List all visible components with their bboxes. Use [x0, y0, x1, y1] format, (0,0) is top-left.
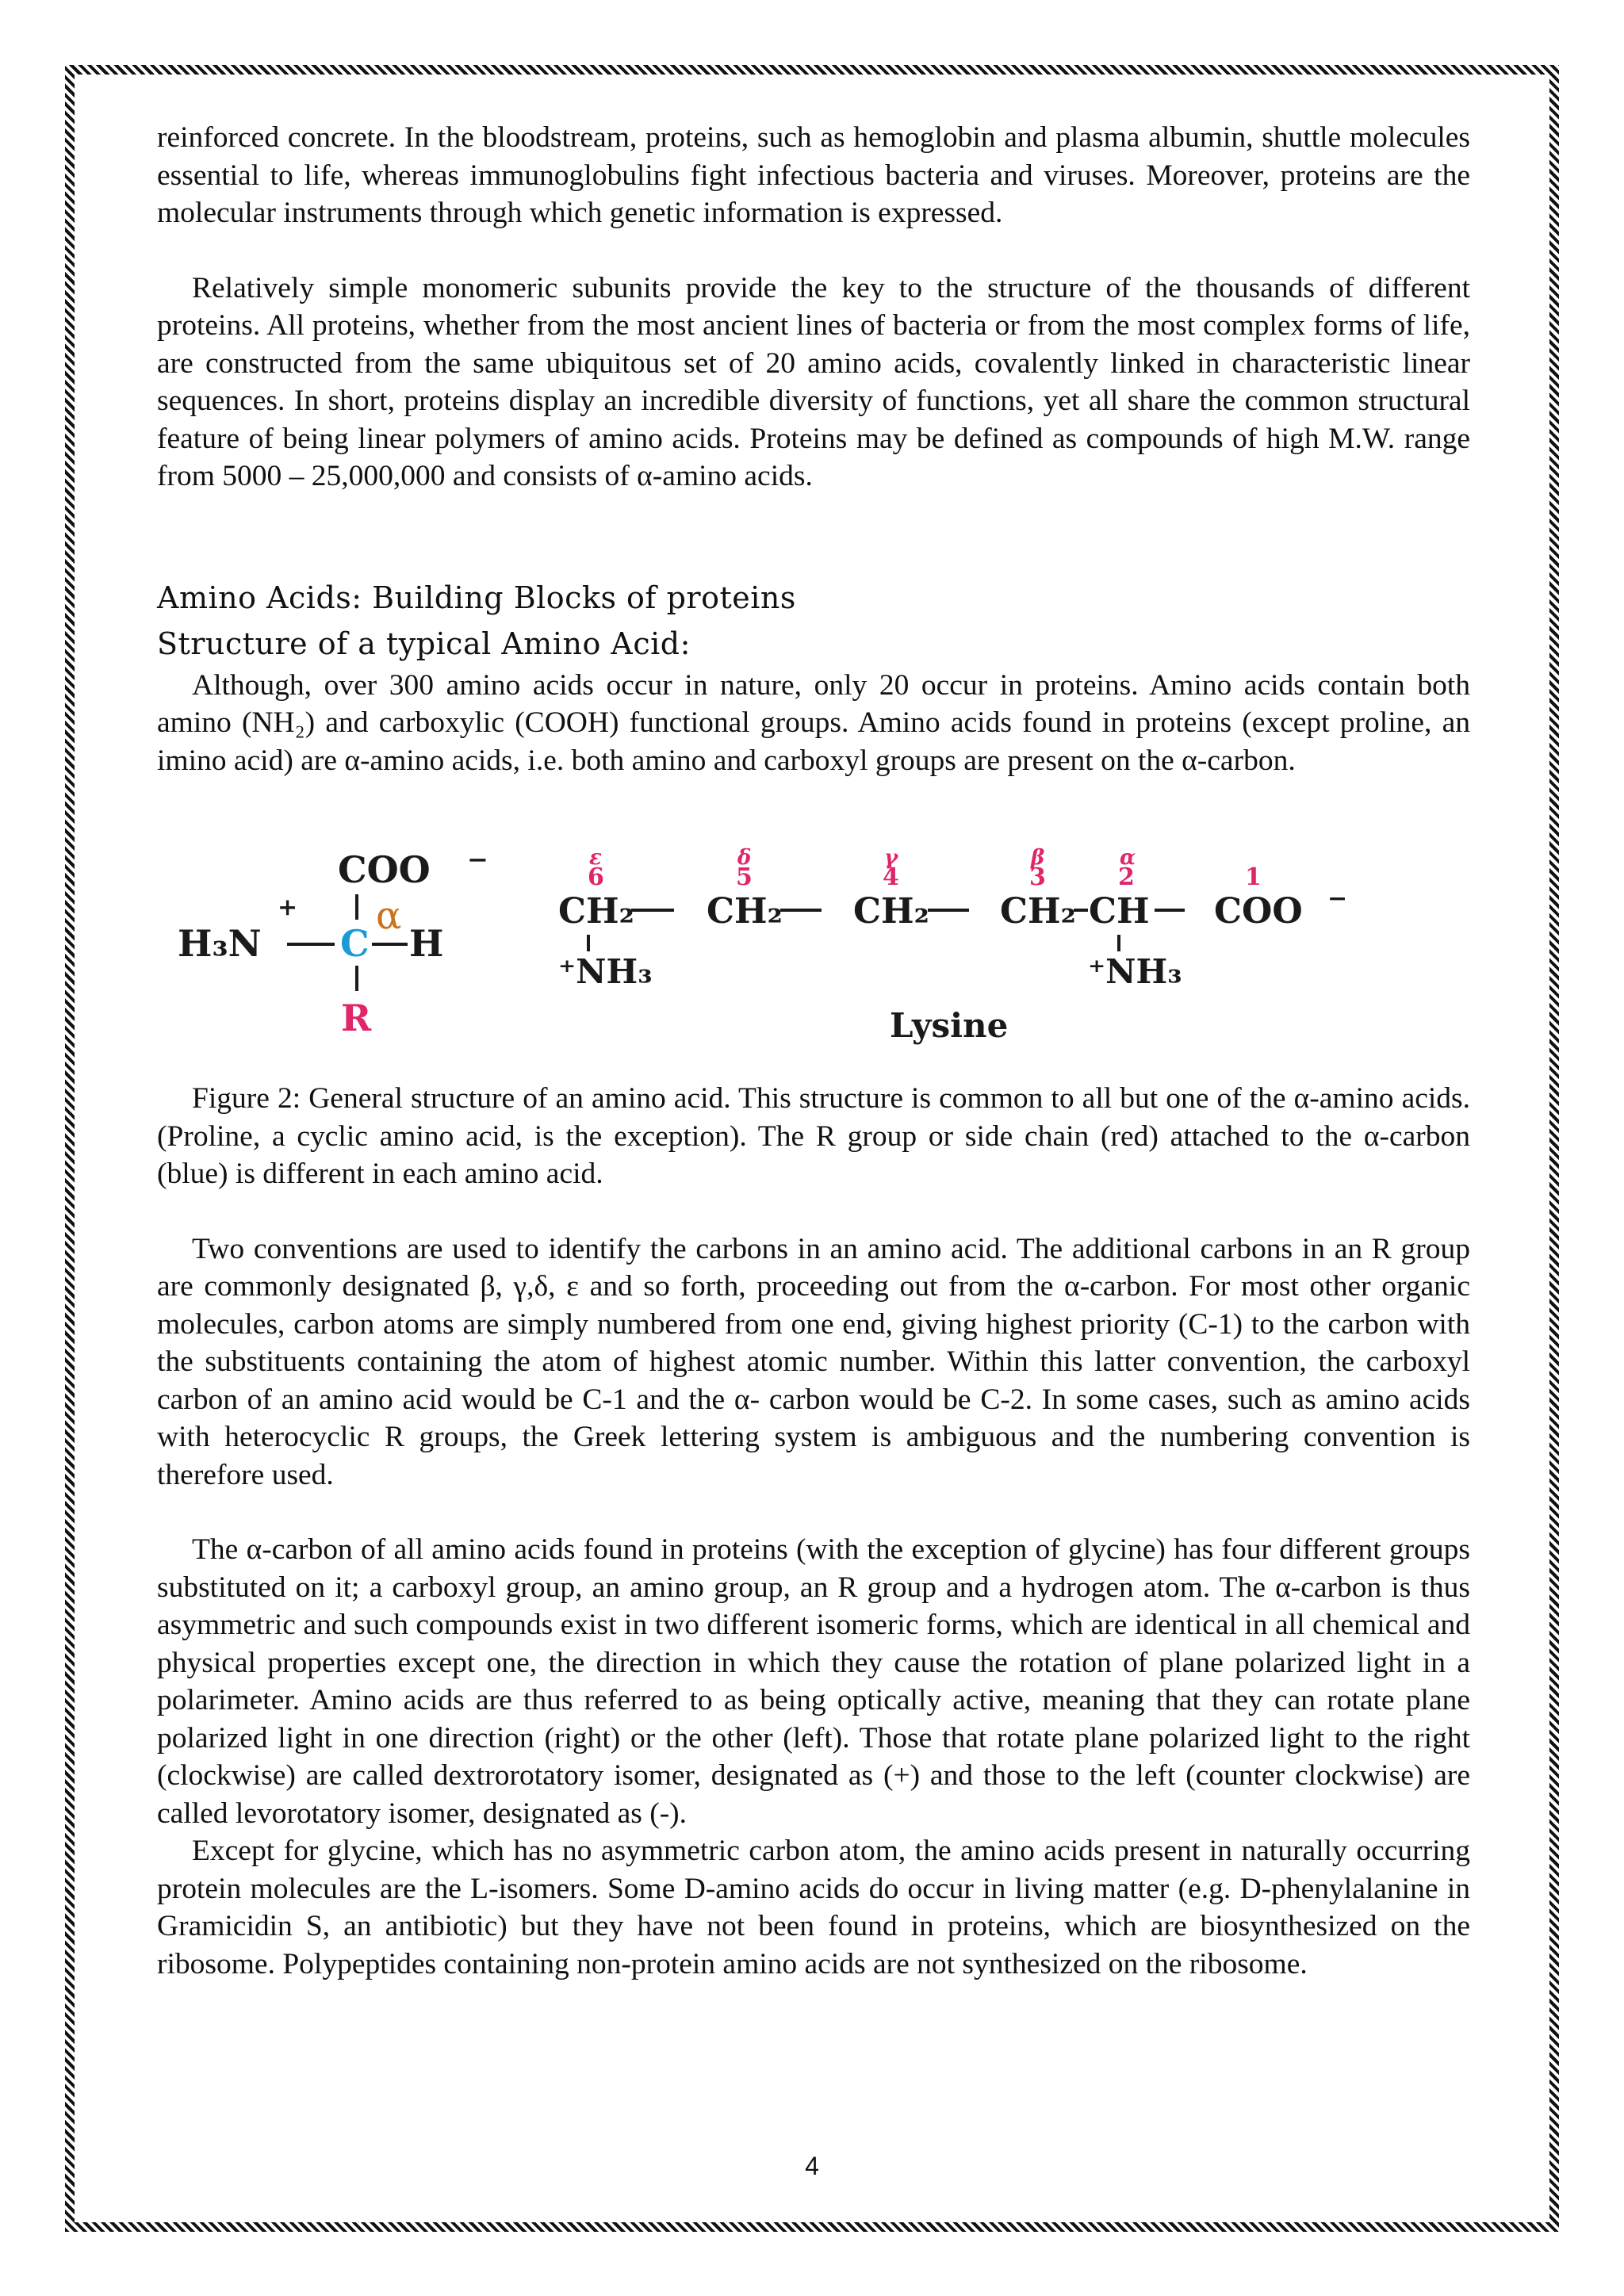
alpha-amino-group: ⁺NH₃ — [1088, 952, 1182, 991]
section-heading: Amino Acids: Building Blocks of proteins — [157, 580, 796, 615]
amino-acid-figure — [178, 847, 1470, 1057]
carbon-number: 4 — [883, 863, 899, 891]
r-group: R — [341, 997, 372, 1039]
paragraph: Two conventions are used to identify the carbons in an amino acid. The additional carbons in an R group are commonly designated β, γ,δ, ε and so forth, proceeding out from the α-carbon. For most other organic molecules, carbon atoms are simply numbered from one end, giving highest priority (C-1) to the carbon with the substituents containing the atom of highest atomic number. Within this latter convention, the carboxyl carbon of an amino acid would be C-1 and the α- carbon would be C-2. In some cases, such as amino acids with heterocyclic R groups, the Greek lettering system is ambiguous and the numbering convention is therefore used. — [157, 1232, 1470, 1491]
section-subheading: Structure of a typical Amino Acid: — [157, 626, 691, 661]
chain-group: COO — [1214, 891, 1303, 932]
carbon-number: 5 — [736, 863, 753, 891]
carbon-number: 6 — [588, 863, 604, 891]
carbon-number: 2 — [1118, 863, 1135, 891]
charge-plus: + — [278, 894, 298, 921]
alpha-carbon: C — [340, 922, 370, 965]
paragraph: reinforced concrete. In the bloodstream, proteins, such as hemoglobin and plasma albumin, shuttle molecules essential to life, whereas immunoglobulins fight infectious bacteria and viruses. Moreover, proteins are the molecular instruments through which genetic information is expressed. — [157, 121, 1470, 229]
figure-caption: Figure 2: General structure of an amino acid. This structure is common to all but one of the α-amino acids. (Proline, a cyclic amino acid, is the exception). The R group or side chain (red) attached to the α-carbon (blue) is different in each amino acid. — [157, 1082, 1470, 1190]
greek-letter: β — [1031, 847, 1045, 870]
body-text-top — [157, 119, 1470, 779]
greek-letter: δ — [737, 847, 752, 870]
lysine-label: Lysine — [890, 1006, 1009, 1045]
carbon-number: 1 — [1245, 863, 1262, 891]
greek-letter: γ — [884, 847, 898, 870]
epsilon-amino-group: ⁺NH₃ — [558, 952, 653, 991]
general-structure — [178, 847, 488, 1039]
body-text-bottom — [157, 1080, 1470, 1983]
chain-group: CH₂ — [1000, 891, 1076, 932]
carboxylate-group: COO — [338, 848, 431, 891]
alpha-label: α — [376, 894, 402, 938]
lysine-structure — [558, 847, 1347, 1045]
greek-letter: ε — [589, 847, 602, 870]
hydrogen-atom: H — [409, 922, 444, 965]
chain-group: CH — [1089, 891, 1150, 932]
amino-group: H₃N — [178, 922, 262, 965]
paragraph: Except for glycine, which has no asymmetric carbon atom, the amino acids present in naturally occurring protein molecules are the L-isomers. Some D-amino acids do occur in living matter (e.g. D-phenylalanine in Gramicidin S, an antibiotic) but they have not been found in proteins, which are biosynthesized on the ribosome. Polypeptides containing non-protein amino acids are not synthesized on the ribosome. — [157, 1835, 1470, 1980]
chain-group: CH₂ — [707, 891, 783, 932]
chain-group: CH₂ — [853, 891, 929, 932]
paragraph: Although, over 300 amino acids occur in nature, only 20 occur in proteins. Amino acids contain both amino (NH₂) and carboxylic (COOH) functional groups. Amino acids found in proteins (except proline, an imino acid) are α-amino acids, i.e. both amino and carboxyl groups are present on the α-carbon. — [157, 668, 1470, 777]
page-number: 4 — [805, 2152, 819, 2180]
chain-group: CH₂ — [558, 891, 634, 932]
greek-letter: α — [1120, 847, 1136, 870]
charge-minus: − — [467, 847, 488, 874]
paragraph: Relatively simple monomeric subunits provide the key to the structure of the thousands of different proteins. All proteins, whether from the most ancient lines of bacteria or from the most complex forms of life, are constructed from the same ubiquitous set of 20 amino acids, covalently linked in characteristic linear sequences. In short, proteins display an incredible diversity of functions, yet all share the common structural feature of being linear polymers of amino acids. Proteins may be defined as compounds of high M.W. range from 5000 – 25,000,000 and consists of α-amino acids. — [157, 271, 1470, 492]
paragraph: The α-carbon of all amino acids found in proteins (with the exception of glycine) has four different groups substituted on it; a carboxyl group, an amino group, an R group and a hydrogen atom. The α-carbon is thus asymmetric and such compounds exist in two different isomeric forms, which are identical in all chemical and physical properties except one, the direction in which they cause the rotation of plane polarized light in a polarimeter. Amino acids are thus referred to as being optically active, meaning that they can rotate plane polarized light in one direction (right) or the other (left). Those that rotate plane polarized light to the right (clockwise) are called dextrorotatory isomer, designated as (+) and those to the left (counter clockwise) are called levorotatory isomer, designated as (-). — [157, 1533, 1470, 1830]
carbon-number: 3 — [1029, 863, 1046, 891]
charge-minus: − — [1327, 885, 1348, 913]
